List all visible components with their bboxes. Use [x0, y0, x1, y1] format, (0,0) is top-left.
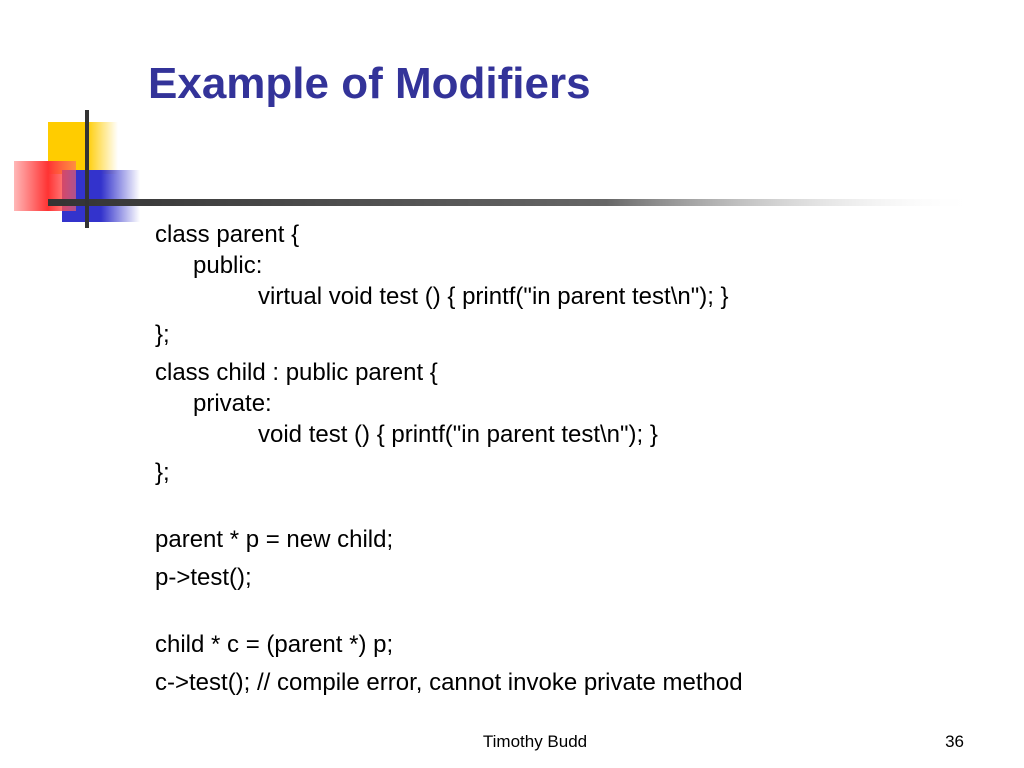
code-line: public:: [193, 252, 263, 279]
code-line: };: [155, 459, 170, 486]
page-number: 36: [945, 732, 964, 751]
blank-line: [155, 495, 743, 524]
code-line: private:: [193, 390, 272, 417]
horizontal-rule: [48, 199, 978, 206]
code-line: c->test(); // compile error, cannot invoke private method: [155, 669, 743, 696]
code-line: virtual void test () { printf("in parent test\n"); }: [258, 283, 729, 310]
code-line: p->test();: [155, 564, 252, 591]
code-line: parent * p = new child;: [155, 526, 394, 553]
code-example: [155, 219, 743, 698]
code-line: class child : public parent {: [155, 359, 438, 386]
code-line: };: [155, 321, 170, 348]
code-line: void test () { printf("in parent test\n"); }: [258, 421, 658, 448]
code-line: class parent {: [155, 221, 300, 248]
code-line: child * c = (parent *) p;: [155, 631, 394, 658]
slide-title: Example of Modifiers: [148, 59, 591, 108]
footer-author: Timothy Budd: [482, 732, 588, 751]
vertical-rule: [85, 110, 89, 228]
blank-line: [155, 600, 743, 629]
